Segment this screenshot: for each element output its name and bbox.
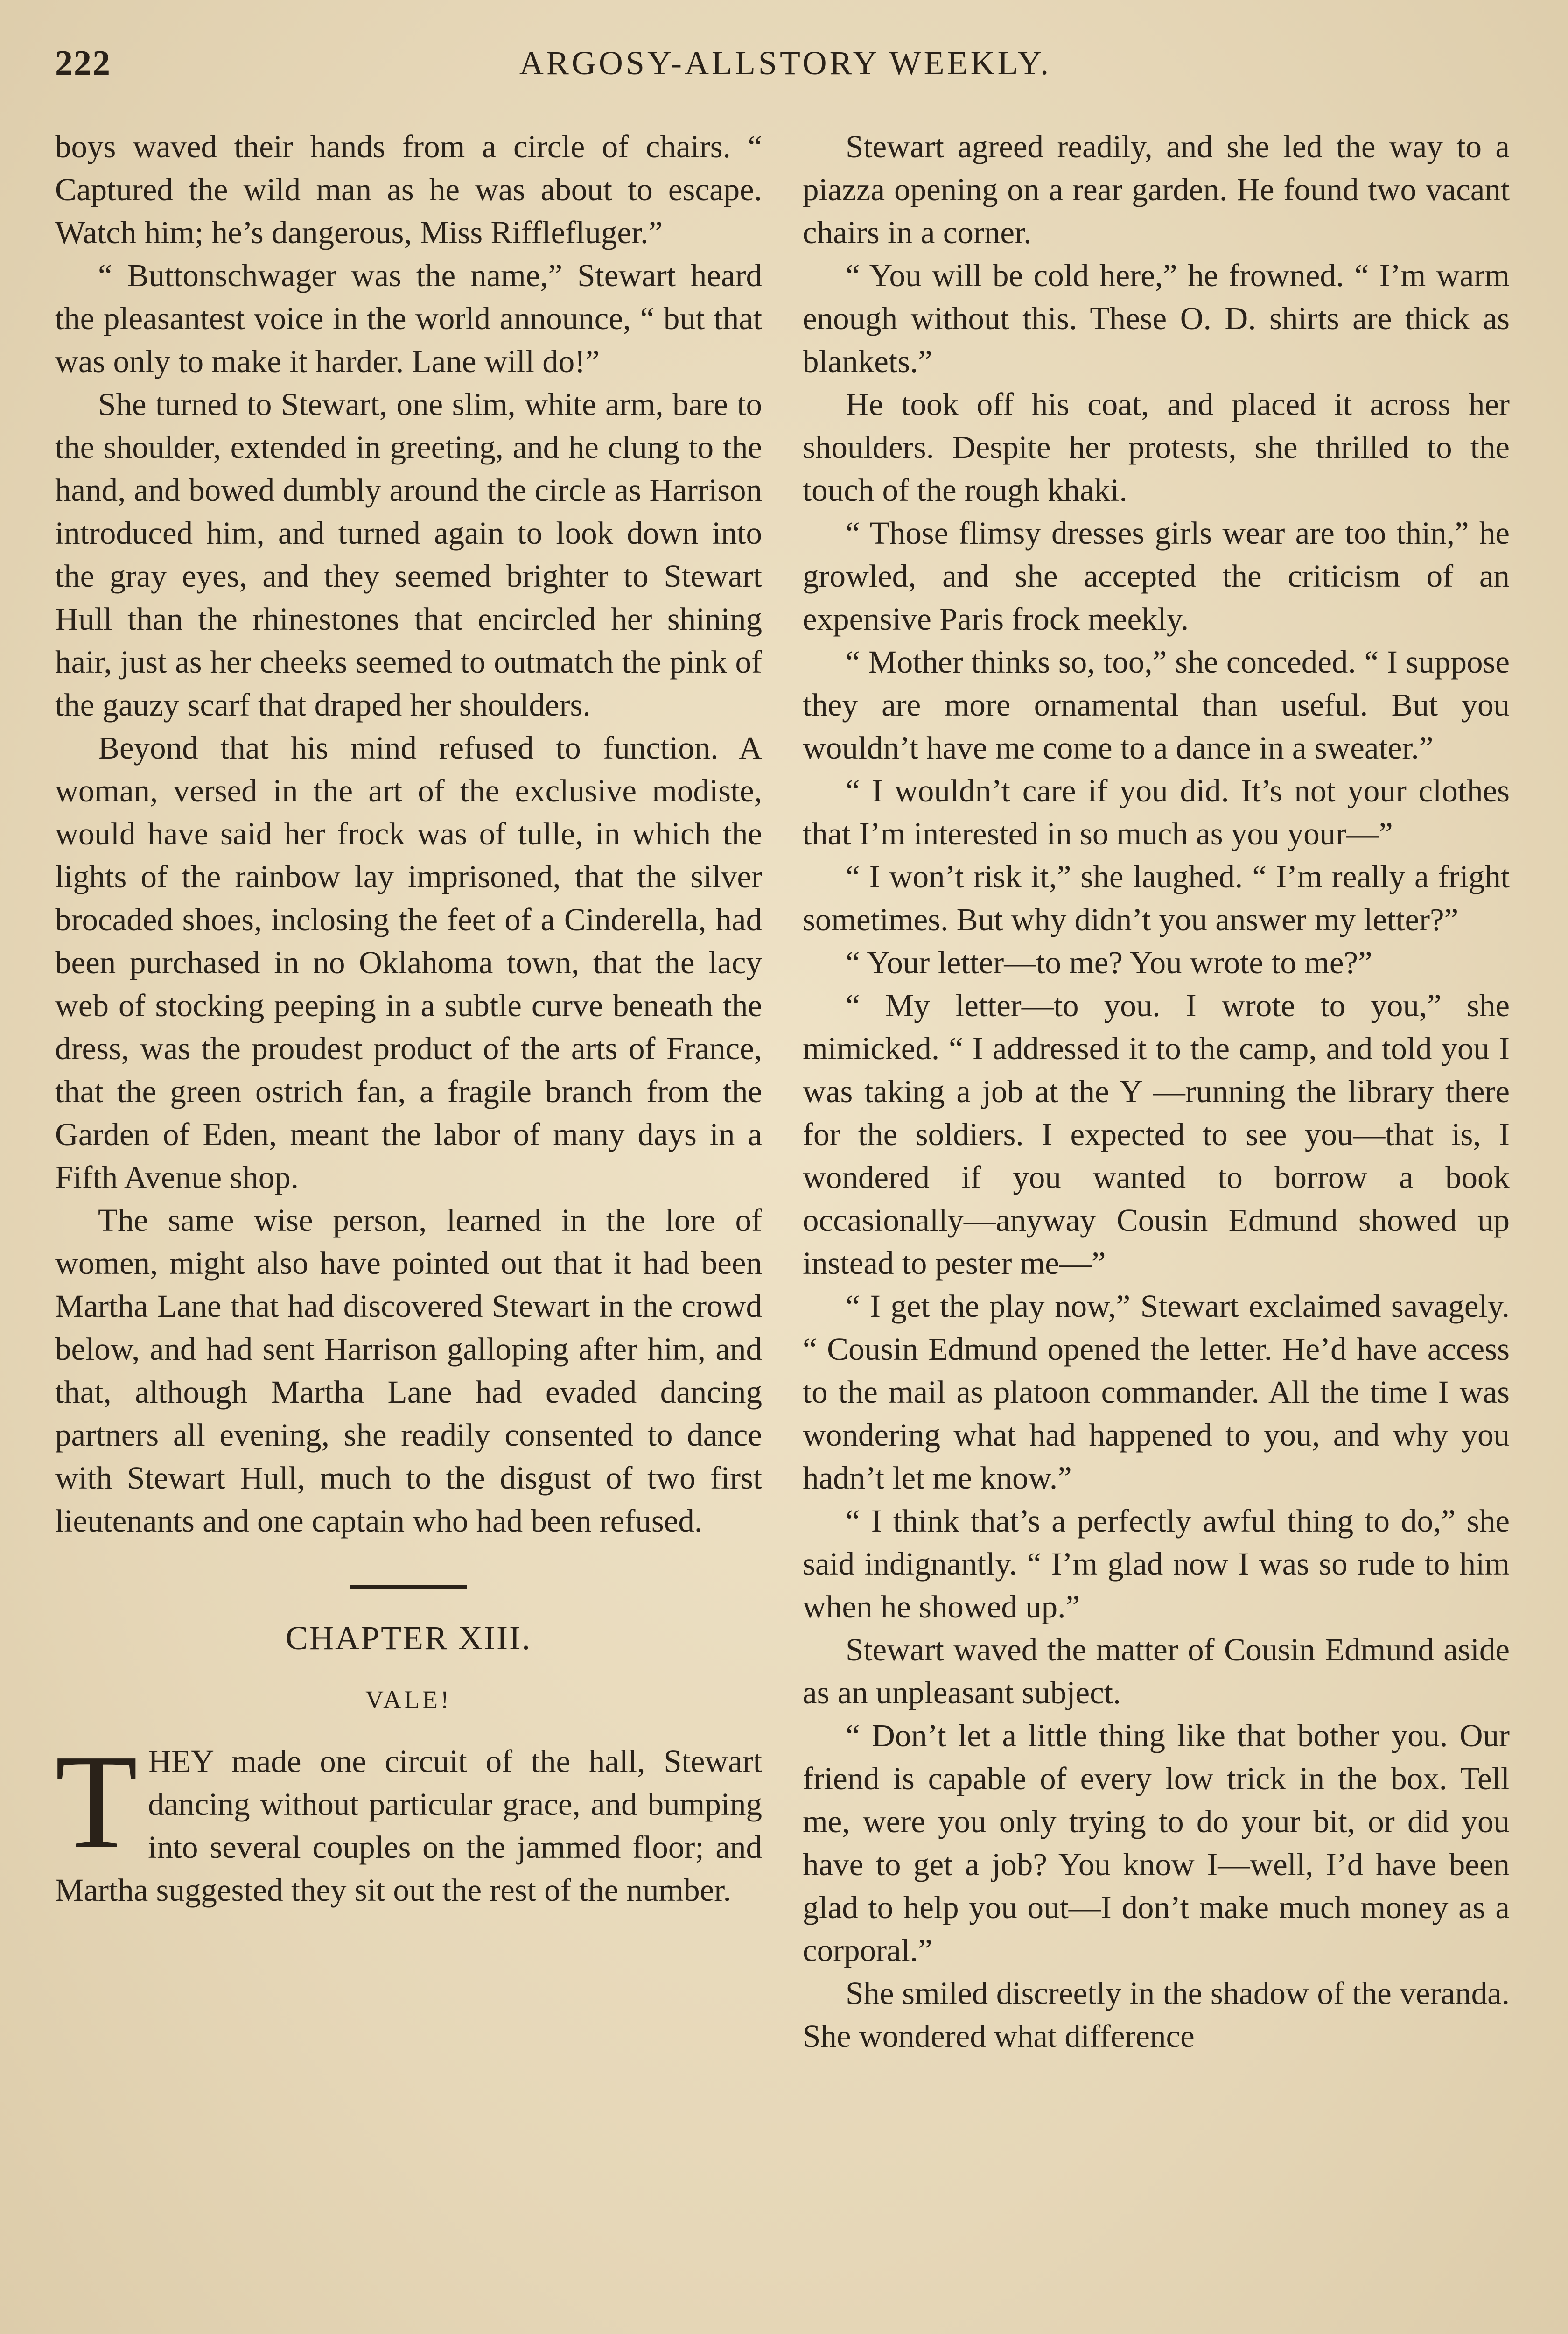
left-column — [55, 125, 762, 1912]
paragraph: “ My letter—to you. I wrote to you,” she mimicked. “ I addressed it to the camp, and told you I was taking a job at the Y —running the library there for the soldiers. I expected to see you—that is, I wondered if you wanted to borrow a book occasionally—anyway Cousin Edmund showed up instead to pester me—” — [803, 988, 1510, 1281]
paragraph: “ I wouldn’t care if you did. It’s not your clothes that I’m interested in so much as you your—” — [803, 773, 1510, 851]
paragraph: The same wise person, learned in the lore of women, might also have pointed out that it had been Martha Lane that had discovered Stewart in the crowd below, and had sent Harrison galloping after him, and that, although Martha Lane had evaded dancing partners all evening, she readily consented to dance with Stewart Hull, much to the disgust of two first lieutenants and one captain who had been refused. — [55, 1202, 762, 1539]
paragraph: “ Don’t let a little thing like that bother you. Our friend is capable of every low trick in the box. Tell me, were you only trying to do your bit, or did you have to get a job? You know I—well, I’d have been glad to help you out—I don’t make much money as a corporal.” — [803, 1718, 1510, 1968]
running-head: ARGOSY-ALLSTORY WEEKLY. — [519, 44, 1052, 82]
paragraph: Stewart waved the matter of Cousin Edmund aside as an unpleasant subject. — [803, 1632, 1510, 1710]
paragraph: She turned to Stewart, one slim, white arm, bare to the shoulder, extended in greeting, and he clung to the hand, and bowed dumbly around the circle as Harrison introduced him, and turned again to look down into the gray eyes, and they seemed brighter to Stewart Hull than the rhinestones that encircled her shining hair, just as her cheeks seemed to outmatch the pink of the gauzy scarf that draped her shoulders. — [55, 387, 762, 723]
chapter-opening-paragraph — [55, 1727, 762, 1912]
chapter-subtitle: VALE! — [365, 1686, 452, 1714]
drop-cap: T — [55, 1727, 138, 1877]
paragraph: He took off his coat, and placed it across her shoulders. Despite her protests, she thrilled to the touch of the rough khaki. — [803, 387, 1510, 508]
paragraph: “ Those flimsy dresses girls wear are too thin,” he growled, and she accepted the criticism of an expensive Paris frock meekly. — [803, 515, 1510, 637]
page-number: 222 — [55, 43, 111, 83]
paragraph: “ I won’t risk it,” she laughed. “ I’m really a fright sometimes. But why didn’t you answer my letter?” — [803, 859, 1510, 937]
paragraph: “ I get the play now,” Stewart exclaimed savagely. “ Cousin Edmund opened the letter. He’d have access to the mail as platoon commander. All the time I was wondering what had happened to you, and why you hadn’t let me know.” — [803, 1288, 1510, 1496]
page-header — [55, 43, 1516, 94]
chapter-title: CHAPTER XIII. — [286, 1619, 532, 1657]
paragraph: She smiled discreetly in the shadow of the veranda. She wondered what difference — [803, 1975, 1510, 2054]
paragraph: Stewart agreed readily, and she led the way to a piazza opening on a rear garden. He found two vacant chairs in a corner. — [803, 129, 1510, 250]
paragraph: Beyond that his mind refused to function. A woman, versed in the art of the exclusive modiste, would have said her frock was of tulle, in which the lights of the rainbow lay imprisoned, that the silver brocaded shoes, inclosing the feet of a Cinderella, had been purchased in no Oklahoma town, that the lacy web of stocking peeping in a subtle curve beneath the dress, was the proudest product of the arts of France, that the green ostrich fan, a fragile branch from the Garden of Eden, meant the labor of many days in a Fifth Avenue shop. — [55, 730, 762, 1195]
paragraph: “ Mother thinks so, too,” she conceded. “ I suppose they are more ornamental than useful. But you wouldn’t have me come to a dance in a sweater.” — [803, 644, 1510, 766]
paragraph: “ Your letter—to me? You wrote to me?” — [846, 945, 1372, 980]
right-column — [803, 125, 1510, 2058]
paragraph: “ Buttonschwager was the name,” Stewart heard the pleasantest voice in the world announce, “ but that was only to make it harder. Lane will do!” — [55, 258, 762, 379]
chapter-opening-text: HEY made one circuit of the hall, Stewart dancing without particular grace, and bumping into several couples on the jammed floor; and Martha suggested they sit out the rest of the number. — [55, 1743, 762, 1908]
paragraph: boys waved their hands from a circle of chairs. “ Captured the wild man as he was about to escape. Watch him; he’s dangerous, Miss Rifflefluger.” — [55, 129, 762, 250]
paragraph: “ I think that’s a perfectly awful thing to do,” she said indignantly. “ I’m glad now I was so rude to him when he showed up.” — [803, 1503, 1510, 1624]
paragraph: “ You will be cold here,” he frowned. “ I’m warm enough without this. These O. D. shirts are thick as blankets.” — [803, 258, 1510, 379]
section-divider — [350, 1585, 467, 1589]
